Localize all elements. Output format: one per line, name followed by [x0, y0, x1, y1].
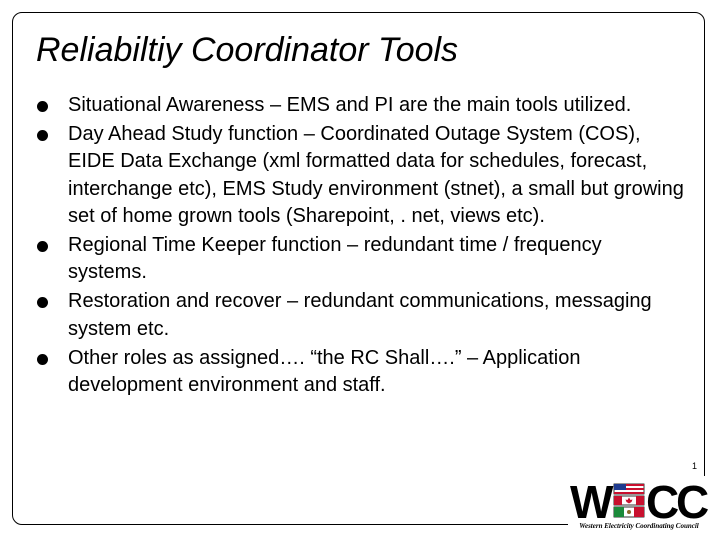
bullet-text: Restoration and recover – redundant communications, messaging system etc.	[68, 290, 652, 340]
bullet-dot-icon	[37, 241, 48, 252]
bullet-item	[36, 232, 686, 286]
bullet-text: Day Ahead Study function – Coordinated Outage System (COS), EIDE Data Exchange (xml formatted data for schedules, forecast, interchange etc), EMS Study environment (stnet), a small but growing set of home grown tools (Sharepoint, . net, views etc).	[68, 123, 684, 227]
bullet-list	[36, 92, 686, 401]
logo-letter-c: C	[646, 476, 680, 522]
bullet-text: Other roles as assigned…. “the RC Shall….” – Application development environment and staff.	[68, 346, 581, 397]
bullet-dot-icon	[37, 130, 48, 141]
bullet-text: Situational Awareness – EMS and PI are the main tools utilized.	[68, 94, 632, 116]
wecc-logo-icon	[568, 476, 710, 532]
bullet-item	[36, 121, 686, 230]
bullet-text: Regional Time Keeper function – redundant time / frequency systems.	[68, 234, 602, 284]
bullet-item	[36, 288, 686, 342]
slide-title: Reliabiltiy Coordinator Tools	[36, 31, 459, 69]
logo-letter-c: C	[676, 476, 710, 522]
logo-flags	[614, 484, 644, 517]
bullet-item	[36, 92, 686, 119]
bullet-dot-icon	[37, 101, 48, 112]
bullet-item	[36, 345, 686, 399]
page-number: 1	[692, 461, 698, 471]
logo-tagline: Western Electricity Coordinating Council	[579, 522, 699, 530]
bullet-dot-icon	[37, 354, 48, 365]
wecc-logo-graphic	[568, 476, 710, 522]
logo-letter-w: W	[570, 476, 614, 522]
bullet-dot-icon	[37, 297, 48, 308]
